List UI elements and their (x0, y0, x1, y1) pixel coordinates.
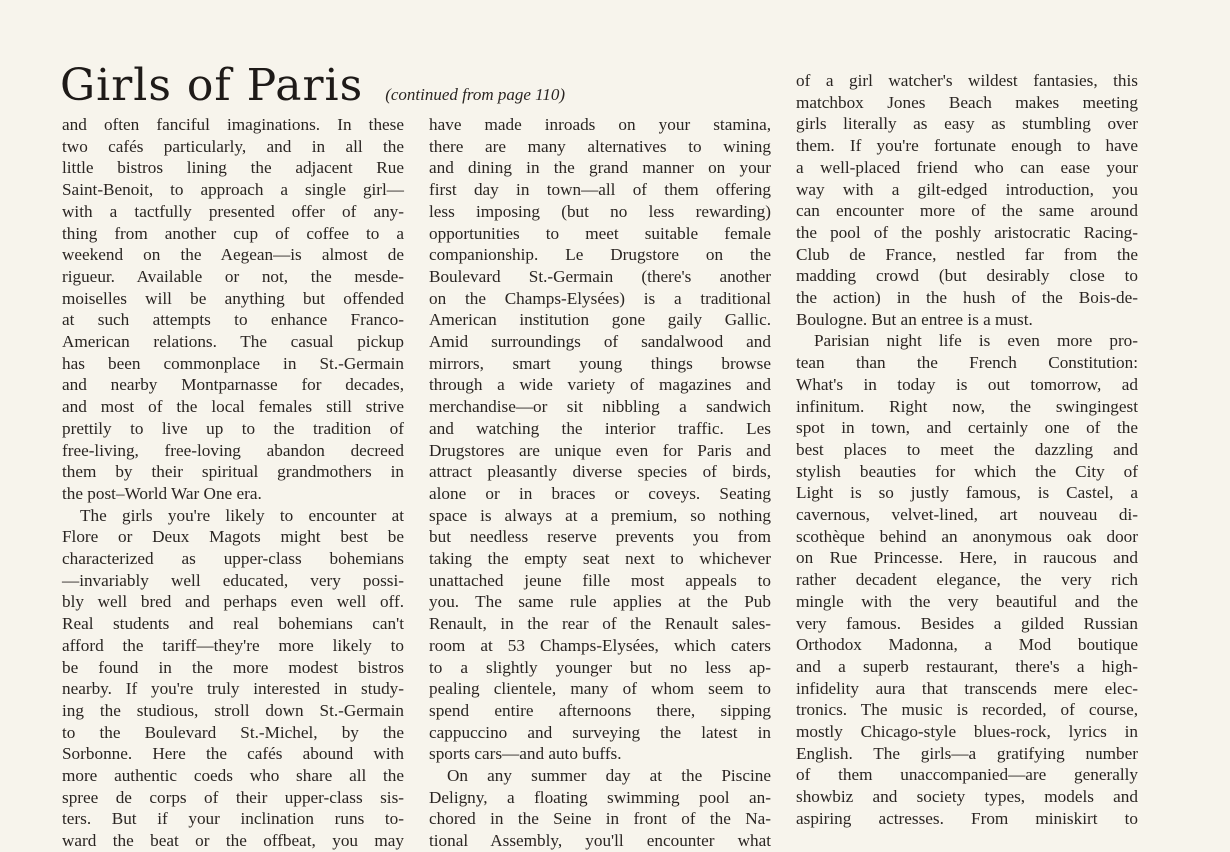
text-line: afford the tariff—they're more likely to (62, 635, 404, 655)
text-line: What's in today is out tomorrow, ad (796, 374, 1138, 394)
text-line: them. If you're fortunate enough to have (796, 136, 1138, 156)
text-line: ing the studious, stroll down St.-Germain (62, 700, 404, 720)
text-line: you. The same rule applies at the Pub (429, 592, 771, 612)
text-line: of a girl watcher's wildest fantasies, this (796, 71, 1138, 90)
text-line: cavernous, velvet-lined, art nouveau di- (796, 505, 1138, 524)
text-line: —invariably well educated, very possi- (62, 570, 404, 590)
text-line: less imposing (but no less rewarding) (429, 201, 771, 221)
text-line: Drugstores are unique even for Paris and (429, 440, 771, 460)
text-line: Club de France, nestled far from the (796, 244, 1138, 264)
text-line: best places to meet the dazzling and (796, 439, 1138, 459)
text-line: chored in the Seine in front of the Na- (429, 809, 771, 829)
text-line: scothèque behind an anonymous oak door (796, 526, 1138, 546)
text-line: Saint-Benoit, to approach a single girl— (62, 180, 404, 200)
text-line: opportunities to meet suitable female (429, 223, 771, 243)
text-line: rigueur. Available or not, the mesde- (62, 266, 404, 286)
text-line: American relations. The casual pickup (62, 332, 404, 351)
text-line: Light is so justly famous, is Castel, a (796, 483, 1138, 503)
text-line: prettily to live up to the tradition of (62, 418, 404, 438)
text-line: Boulevard St.-Germain (there's another (429, 266, 771, 286)
article-heading (60, 60, 565, 111)
text-line: there are many alternatives to wining (429, 136, 771, 156)
text-line: and often fanciful imaginations. In these (62, 115, 404, 134)
text-line: but needless reserve prevents you from (429, 527, 771, 547)
text-line: aspiring actresses. From miniskirt to (796, 808, 1138, 828)
text-line: mirrors, smart young things browse (429, 353, 771, 373)
text-line: of them unaccompanied—are generally (796, 765, 1138, 785)
text-line: cappuccino and surveying the latest in (429, 722, 771, 742)
text-line: to a slightly younger but no less ap- (429, 657, 771, 677)
text-line: spend entire afternoons there, sipping (429, 700, 771, 720)
text-line: spot in town, and certainly one of the (796, 418, 1138, 438)
text-line: matchbox Jones Beach makes meeting (796, 92, 1138, 112)
text-line: and watching the interior traffic. Les (429, 418, 771, 438)
text-line: rather decadent elegance, the very rich (796, 570, 1138, 590)
text-line: Deligny, a floating swimming pool an- (429, 787, 771, 807)
text-line: thing from another cup of coffee to a (62, 223, 404, 243)
text-line: spree de corps of their upper-class sis- (62, 787, 404, 807)
text-line: them by their spiritual grandmothers in (62, 462, 404, 482)
text-line: stylish beauties for which the City of (796, 461, 1138, 481)
text-line: at such attempts to enhance Franco- (62, 310, 404, 330)
text-line: companionship. Le Drugstore on the (429, 245, 771, 265)
text-line: Real students and real bohemians can't (62, 614, 404, 634)
text-line: girls literally as easy as stumbling over (796, 114, 1138, 134)
text-line: through a wide variety of magazines and (429, 375, 771, 395)
text-line: ters. But if your inclination runs to- (62, 809, 404, 829)
text-line: tronics. The music is recorded, of course, (796, 700, 1138, 720)
text-line: be found in the more modest bistros (62, 657, 404, 677)
text-line: English. The girls—a gratifying number (796, 743, 1138, 763)
text-line: the pool of the poshly aristocratic Racing- (796, 222, 1138, 242)
text-line: and a superb restaurant, there's a high- (796, 656, 1138, 676)
text-line: Sorbonne. Here the cafés abound with (62, 744, 404, 764)
text-line: room at 53 Champs-Elysées, which caters (429, 635, 771, 655)
text-line: with a tactfully presented offer of any- (62, 201, 404, 221)
text-line: ward the beat or the offbeat, you may (62, 831, 404, 851)
text-line: mingle with the very beautiful and the (796, 591, 1138, 611)
text-line: free-living, free-loving abandon decreed (62, 440, 404, 460)
text-line: the post–World War One era. (62, 483, 262, 503)
text-line: can encounter more of the same around (796, 201, 1138, 221)
text-line: Amid surroundings of sandalwood and (429, 332, 771, 351)
text-line: merchandise—or sit nibbling a sandwich (429, 397, 771, 417)
text-line: two cafés particularly, and in all the (62, 136, 404, 156)
text-line: Orthodox Madonna, a Mod boutique (796, 635, 1138, 655)
text-line: The girls you're likely to encounter at (80, 505, 404, 525)
text-line: sports cars—and auto buffs. (429, 744, 622, 764)
text-line: attract pleasantly diverse species of birds, (429, 462, 771, 482)
text-line: and most of the local females still strive (62, 397, 404, 417)
text-line: On any summer day at the Piscine (447, 766, 771, 785)
text-line: more authentic coeds who share all the (62, 766, 404, 785)
text-line: Parisian night life is even more pro- (814, 331, 1138, 351)
text-line: Boulogne. But an entree is a must. (796, 309, 1033, 329)
text-line: have made inroads on your stamina, (429, 115, 771, 134)
article-title: Girls of Paris (60, 60, 364, 111)
text-line: showbiz and society types, models and (796, 787, 1138, 807)
text-line: tean than the French Constitution: (796, 353, 1138, 373)
text-line: very famous. Besides a gilded Russian (796, 613, 1138, 633)
text-line: tional Assembly, you'll encounter what (429, 831, 771, 851)
text-line: alone or in braces or coveys. Seating (429, 483, 771, 503)
text-line: bly well bred and perhaps even well off. (62, 592, 404, 612)
text-line: the action) in the hush of the Bois-de- (796, 288, 1138, 307)
text-line: pealing clientele, many of whom seem to (429, 679, 771, 699)
text-line: on Rue Princesse. Here, in raucous and (796, 548, 1138, 568)
text-line: way with a gilt-edged introduction, you (796, 179, 1138, 199)
text-line: characterized as upper-class bohemians (62, 549, 404, 568)
text-line: and dining in the grand manner on your (429, 158, 771, 178)
continued-note: (continued from page 110) (385, 85, 566, 104)
text-line: has been commonplace in St.-Germain (62, 353, 404, 373)
text-line: on the Champs-Elysées) is a traditional (429, 288, 771, 308)
text-line: a well-placed friend who can ease your (796, 157, 1138, 177)
text-line: nearby. If you're truly interested in study- (62, 679, 404, 699)
text-line: first day in town—all of them offering (429, 180, 771, 200)
text-line: Renault, in the rear of the Renault sales- (429, 614, 771, 634)
text-line: mostly Chicago-style blues-rock, lyrics in (796, 722, 1138, 741)
text-line: infidelity aura that transcends mere elec- (796, 678, 1138, 698)
text-line: unattached jeune fille most appeals to (429, 570, 771, 590)
text-line: weekend on the Aegean—is almost de (62, 245, 404, 265)
text-line: Flore or Deux Magots might best be (62, 527, 404, 547)
text-line: to the Boulevard St.-Michel, by the (62, 722, 404, 742)
text-line: moiselles will be anything but offended (62, 288, 404, 308)
text-line: American institution gone gaily Gallic. (429, 310, 771, 330)
text-line: madding crowd (but desirably close to (796, 266, 1138, 286)
text-line: and nearby Montparnasse for decades, (62, 375, 404, 395)
text-line: infinitum. Right now, the swingingest (796, 396, 1138, 416)
text-line: little bistros lining the adjacent Rue (62, 158, 404, 178)
text-line: space is always at a premium, so nothing (429, 505, 771, 525)
text-line: taking the empty seat next to whichever (429, 549, 771, 568)
